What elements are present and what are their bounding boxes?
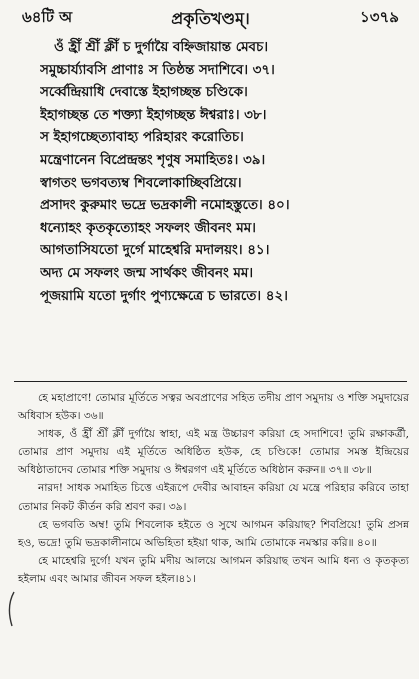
commentary-paragraph: হে মাহেশ্বরি দুর্গে! যখন তুমি মদীয় আলয়ে আগমন করিয়াছ তখন আমি ধন্য ও কৃতকৃত্য হইলাম এবং আমার জীবন সফল হইল।৪১। bbox=[18, 554, 409, 585]
sanskrit-verses bbox=[40, 36, 413, 307]
commentary-paragraph: হে মহাপ্রাণে! তোমার মূর্তিতে সত্বর অবপ্রাণের সহিত তদীয় প্রাণ সমুদায় ও শক্তি সমুদায়ের অধিবাস হউক। ৩৬॥ bbox=[18, 392, 409, 423]
verse-line: সর্ব্বেন্দ্রিয়াধি দেবাস্তে ইহাগচ্ছন্ত চণ্ডিকে। bbox=[40, 84, 248, 101]
verse-line: সমুচ্চার্য্যাবসি প্রাণাঃ স তিষ্ঠন্ত সদাশিবে। ৩৭। bbox=[40, 61, 275, 78]
verse-line: অদ্য মে সফলং জন্ম সার্থকং জীবনং মম। bbox=[40, 264, 254, 281]
verse-line: ধন্যোহং কৃতকৃত্যোহং সফলং জীবনং মম। bbox=[40, 219, 256, 236]
commentary-paragraph: নারদ! সাধক সমাহিত চিত্তে এইরূপে দেবীর আবাহন করিয়া যে মন্ত্রে পরিহার করিবে তাহা তোমার নিকট কীর্তন করি শ্রবণ কর। ৩৯। bbox=[18, 482, 409, 513]
verse-line: মন্ত্রেণানেন বিপ্রেন্দ্রন্তং শৃণুষ সমাহিতঃ। ৩৯। bbox=[40, 151, 266, 168]
verse-line: স্বাগতং ভগবত্যম্ব শিবলোকাচ্ছিবপ্রিয়ে। bbox=[40, 174, 242, 191]
commentary-paragraph: হে ভগবতি অম্ব! তুমি শিবলোক হইতে ও সুখে আগমন করিয়াছ? শিবপ্রিয়ে! তুমি প্রসন্ন হও, ভদ্রে! তুমি ভদ্রকালীনামে অভিহিতা হইয়া থাক, আমি তোমাকে নমস্কার করি॥ ৪০॥ bbox=[18, 518, 409, 549]
page-number: ১৩৭৯ bbox=[360, 8, 399, 26]
verse-line: ওঁ হ্রীঁ শ্রীঁ ক্লীঁ চ দুর্গায়ৈ বহ্নিজায়ান্ত মেবচ। bbox=[54, 39, 269, 55]
verse-line: স ইহাগচ্ছেত্যাবাহ্য পরিহারং করোতিচ। bbox=[40, 129, 244, 146]
verse-line: ইহাগচ্ছন্ত তে শক্ত্যা ইহাগচ্ছন্ত ঈশ্বরাঃ। ৩৮। bbox=[40, 106, 267, 123]
page-title: প্রকৃতিখণ্ডম্। bbox=[171, 9, 250, 28]
margin-pencil-mark bbox=[6, 591, 16, 627]
page-header bbox=[22, 6, 399, 28]
verse-line: পূজয়ামি যতো দুর্গাং পুণ্যক্ষেত্রে চ ভারতে। ৪২। bbox=[40, 287, 288, 304]
signature-mark: ৬৪টি অ bbox=[22, 8, 73, 26]
verse-line: আগতাসিযতো দুর্গে মাহেশ্বরি মদালয়ং। ৪১। bbox=[40, 242, 270, 259]
commentary-paragraph: সাধক, ওঁ হ্রীঁ শ্রীঁ ক্লীঁ দুর্গায়ৈ স্বাহা, এই মন্ত্র উচ্চারণ করিয়া হে সদাশিবে! তুমি রক্ষাকর্ত্রী, তোমার প্রাণ সমুদায় এই মূর্তিতে অধিষ্ঠিত হউক, হে চণ্ডিকে! তোমার সমস্ত ইন্দ্রিয়ের অধিষ্ঠাতাদেব তোমার শক্তি সমুদায় ও ঈশ্বরগণ এই মূর্তিতে অধিষ্ঠান করুন॥ ৩৭॥ ৩৮॥ bbox=[18, 428, 409, 477]
verse-line: প্রসাদং কুরুমাং ভদ্রে ভদ্রকালী নমোহস্তুতে। ৪০। bbox=[40, 197, 290, 214]
bengali-commentary bbox=[18, 389, 409, 588]
section-divider bbox=[14, 381, 407, 382]
